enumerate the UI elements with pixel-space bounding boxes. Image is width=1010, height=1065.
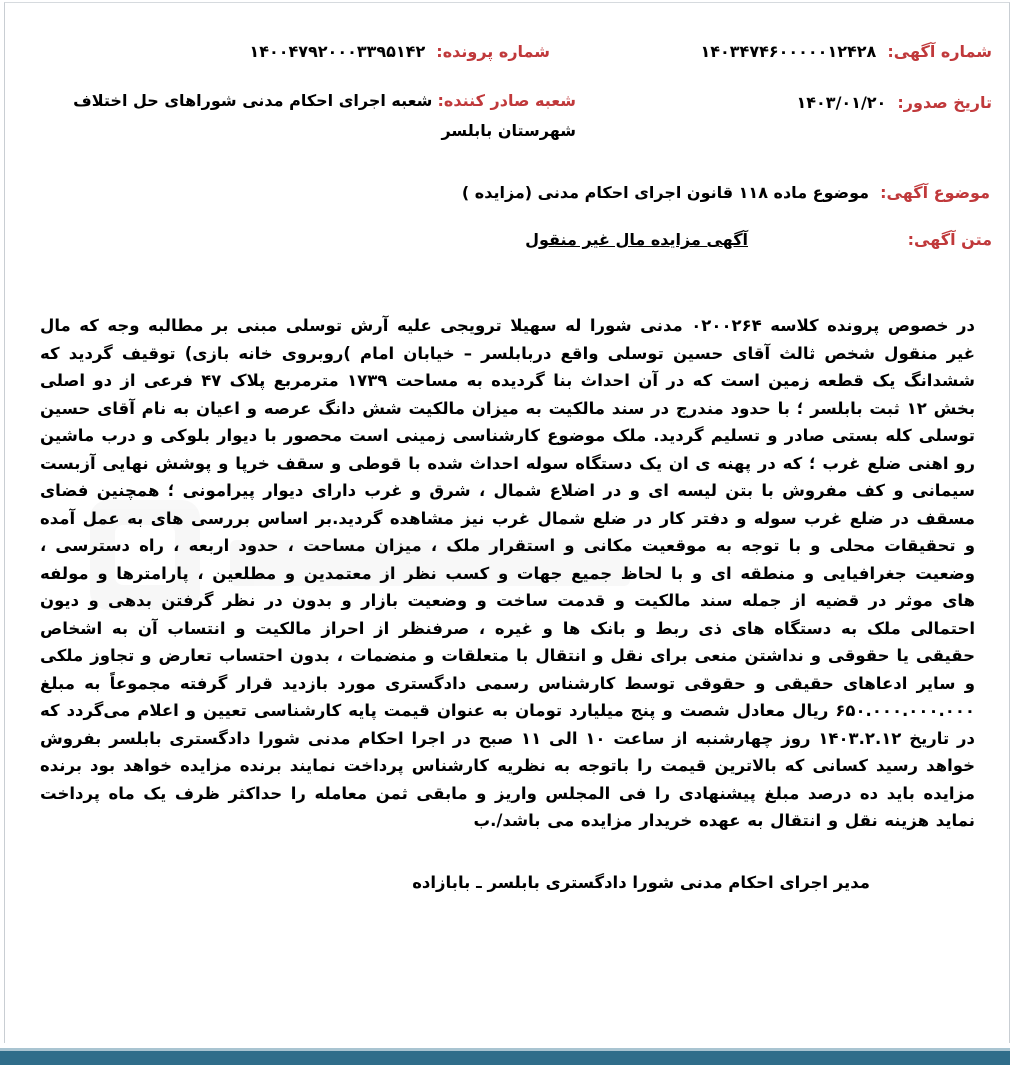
subject-row [462,183,990,202]
case-number-row [249,42,550,61]
notice-body: در خصوص پرونده کلاسه ۰۲۰۰۲۶۴ مدنی شورا له سهیلا ترویجی علیه آرش توسلی مبنی بر مطالبه وجه که مال غیر منقول شخص ثالث آقای حسین توسلی واقع دربابلسر – خیابان امام )روبروی خانه بازی) توقیف گردید که ششدانگ یک قطعه زمین است که در آن احداث بنا گردیده به مساحت ۱۷۳۹ مترمربع پلاک ۴۷ فرعی از دو اصلی بخش ۱۲ ثبت بابلسر ؛ با حدود مندرج در سند مالکیت به میزان مالکیت شش دانگ عرصه و اعیان به نام آقای حسین توسلی کله بستی صادر و تسلیم گردید. ملک موضوع کارشناسی زمینی است محصور با دیوار بلوکی و درب ماشین رو اهنی ضلع غرب ؛ که در پهنه ی ان یک دستگاه سوله احداث شده با قوطی و سقف خرپا و پوشش نهایی آزبست سیمانی و کف مفروش با بتن لیسه ای و در اضلاع شمال ، شرق و غرب دارای دیوار پیرامونی ؛ همچنین فضای مسقف در ضلع غرب سوله و دفتر کار در ضلع شمال غرب نیز مشاهده گردید.بر اساس بررسی های به عمل آمده و تحقیقات محلی و با توجه به موقعیت مکانی و استقرار ملک ، میزان مساحت ، حدود اربعه ، راه دسترسی ، وضعیت جغرافیایی و منطقه ای و با لحاظ جمیع جهات و کسب نظر از معتمدین و مطلعین ، پارامترها و مولفه های موثر در قضیه از جمله سند مالکیت و قدمت ساخت و وضعیت بازار و بدون در نظر گرفتن بدهی و دیون احتمالی ملک به دستگاه های ذی ربط و بانک ها و غیره ، صرفنظر از احراز مالکیت و انتساب آن به اشخاص حقیقی یا حقوقی و نداشتن منعی برای نقل و انتقال با متعلقات و منضمات ، بدون احتساب تعارض و تجاوز ملکی و سایر ادعاهای حقیقی و حقوقی توسط کارشناس رسمی دادگستری مورد بازدید قرار گرفته مجموعاً به مبلغ ۶۵۰.۰۰۰.۰۰۰.۰۰۰ ریال معادل شصت و پنج میلیارد تومان به عنوان قیمت پایه کارشناسی تعیین و اعلام می‌گردد که در تاریخ ۱۴۰۳.۲.۱۲ روز چهارشنبه از ساعت ۱۰ الی ۱۱ صبح در اجرا احکام مدنی شورا دادگستری بابلسر بفروش خواهد رسید کسانی که بالاترین قیمت را باتوجه به نظریه کارشناس پرداخت نمایند برنده مزایده خواهد بود برنده مزایده باید ده درصد مبلغ پیشنهادی را فی المجلس واریز و مابقی ثمن معامله را حداکثر ظرف یک ماه پرداخت نماید هزینه نقل و انتقال به عهده خریدار مزایده می باشد/.ب [40,316,976,830]
notice-title-row [525,230,748,249]
bottom-scroll-strip [0,1048,1010,1065]
signature-line: مدیر اجرای احکام مدنی شورا دادگستری بابلسر ـ بابازاده [412,873,870,892]
case-number-label: شماره پرونده: [436,42,550,61]
issue-date-label: تاریخ صدور: [897,93,992,112]
issuing-branch-row [66,86,576,146]
issuing-branch-value: شعبه اجرای احکام مدنی شوراهای حل اختلاف شهرستان بابلسر [73,91,576,140]
text-label: متن آگهی: [907,230,992,249]
subject-value: موضوع ماده ۱۱۸ قانون اجرای احکام مدنی (مزایده ) [461,183,870,202]
notice-number-row [700,42,992,61]
text-label-row [902,230,992,249]
case-number-value: ۱۴۰۰۴۷۹۲۰۰۰۳۳۹۵۱۴۲ [249,42,426,61]
issue-date-row [797,93,993,112]
notice-number-label: شماره آگهی: [887,42,992,61]
issue-date-value: ۱۴۰۳/۰۱/۲۰ [796,93,887,112]
notice-title: آگهی مزایده مال غیر منقول [525,230,748,249]
subject-label: موضوع آگهی: [880,183,990,202]
notice-number-value: ۱۴۰۳۴۷۴۶۰۰۰۰۰۱۲۴۲۸ [700,42,877,61]
issuing-branch-label: شعبه صادر کننده: [437,91,576,110]
